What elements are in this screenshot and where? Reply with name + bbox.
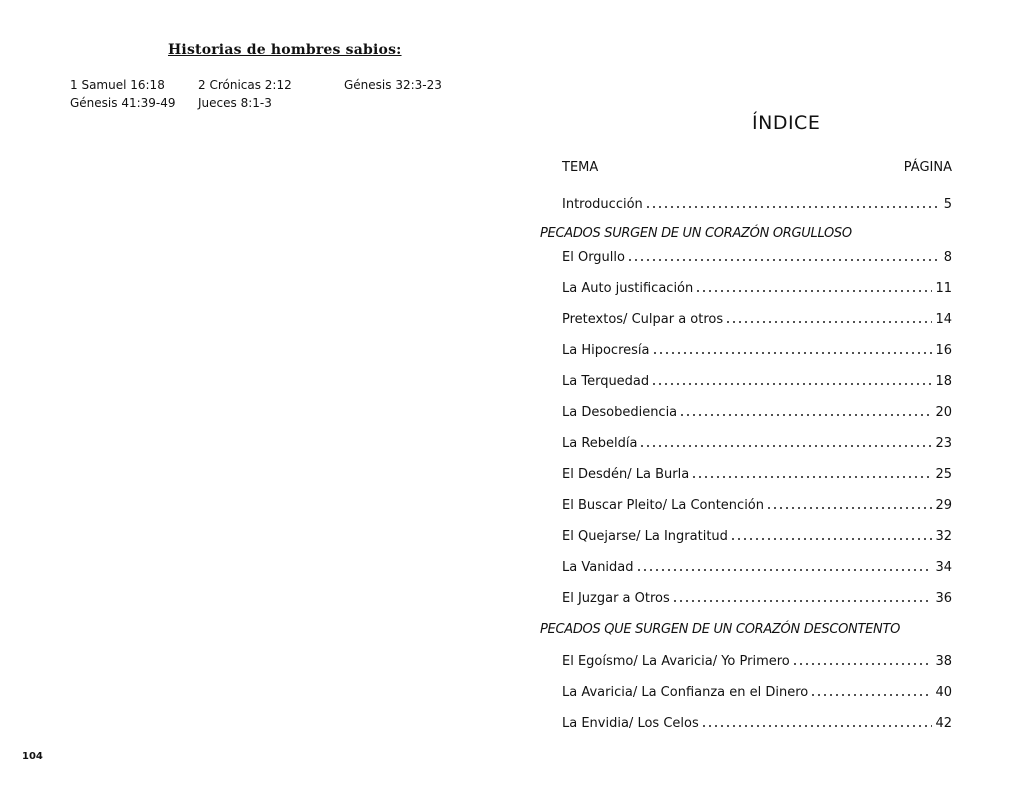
toc-entry-label: Introducción: [562, 197, 643, 212]
dot-leader: [679, 413, 932, 417]
toc-entry-page: 14: [935, 312, 952, 327]
toc-entry-label: La Hipocresía: [562, 343, 650, 358]
section-heading-proud-heart: PECADOS SURGEN DE UN CORAZÓN ORGULLOSO: [540, 226, 852, 241]
section-heading-discontent-heart: PECADOS QUE SURGEN DE UN CORAZÓN DESCONTENTO: [540, 622, 901, 637]
toc-entry-page: 8: [943, 250, 952, 265]
toc-entry-label: La Rebeldía: [562, 436, 638, 451]
toc-entry: [562, 309, 952, 327]
toc-entry: [562, 433, 952, 451]
toc-entry-page: 11: [935, 281, 952, 296]
dot-leader: [766, 506, 932, 510]
dot-leader: [810, 693, 932, 697]
toc-entry-label: El Juzgar a Otros: [562, 591, 670, 606]
toc-entry-page: 38: [935, 654, 952, 669]
scripture-reference: 2 Crónicas 2:12: [198, 78, 292, 92]
toc-entry-page: 20: [935, 405, 952, 420]
scripture-reference: 1 Samuel 16:18: [70, 78, 165, 92]
toc-entry-page: 29: [935, 498, 952, 513]
toc-entry: [562, 713, 952, 731]
dot-leader: [652, 351, 933, 355]
dot-leader: [672, 599, 933, 603]
toc-entry-page: 32: [935, 529, 952, 544]
toc-entry: [562, 557, 952, 575]
toc-entry: [562, 402, 952, 420]
right-page: [512, 0, 1024, 791]
dot-leader: [636, 568, 933, 572]
dot-leader: [695, 289, 932, 293]
dot-leader: [725, 320, 932, 324]
toc-entry-introduction: [562, 194, 952, 212]
dot-leader: [627, 258, 941, 262]
scripture-reference: Jueces 8:1-3: [198, 96, 272, 110]
dot-leader: [730, 537, 933, 541]
toc-entry-page: 18: [935, 374, 952, 389]
toc-entry-label: El Desdén/ La Burla: [562, 467, 690, 482]
toc-entry: [562, 651, 952, 669]
dot-leader: [645, 205, 941, 209]
toc-entry-page: 42: [935, 716, 952, 731]
page-number: 104: [22, 751, 43, 762]
toc-entry: [562, 588, 952, 606]
toc-entry: [562, 371, 952, 389]
toc-entry-label: El Quejarse/ La Ingratitud: [562, 529, 728, 544]
toc-entry: [562, 464, 952, 482]
toc-entry-page: 36: [935, 591, 952, 606]
toc-entry-page: 40: [935, 685, 952, 700]
dot-leader: [701, 724, 933, 728]
column-header-topic: TEMA: [562, 160, 599, 175]
toc-entry-label: La Terquedad: [562, 374, 650, 389]
toc-entry-label: El Orgullo: [562, 250, 625, 265]
toc-entry-page: 5: [943, 197, 952, 212]
toc-entry: [562, 278, 952, 296]
toc-entry-page: 16: [935, 343, 952, 358]
stories-title: Historias de hombres sabios:: [168, 42, 402, 58]
toc-entry-page: 34: [935, 560, 952, 575]
column-header-page: PÁGINA: [903, 160, 952, 175]
dot-leader: [651, 382, 932, 386]
toc-entry-page: 23: [935, 436, 952, 451]
toc-entry-label: La Avaricia/ La Confianza en el Dinero: [562, 685, 809, 700]
toc-entry-label: La Desobediencia: [562, 405, 678, 420]
toc-entry-label: La Envidia/ Los Celos: [562, 716, 699, 731]
toc-entry: [562, 526, 952, 544]
toc-entry-label: El Egoísmo/ La Avaricia/ Yo Primero: [562, 654, 790, 669]
scripture-reference: Génesis 41:39-49: [70, 96, 176, 110]
dot-leader: [691, 475, 932, 479]
toc-entry-label: Pretextos/ Culpar a otros: [562, 312, 724, 327]
toc-entry-label: La Vanidad: [562, 560, 634, 575]
index-title: ÍNDICE: [752, 112, 821, 134]
toc-entry: [562, 495, 952, 513]
toc-entry-page: 25: [935, 467, 952, 482]
dot-leader: [792, 662, 933, 666]
toc-entry: [562, 340, 952, 358]
toc-entry-label: El Buscar Pleito/ La Contención: [562, 498, 765, 513]
toc-entry-label: La Auto justificación: [562, 281, 694, 296]
toc-entry: [562, 247, 952, 265]
dot-leader: [639, 444, 932, 448]
scripture-reference: Génesis 32:3-23: [344, 78, 442, 92]
toc-entry: [562, 682, 952, 700]
